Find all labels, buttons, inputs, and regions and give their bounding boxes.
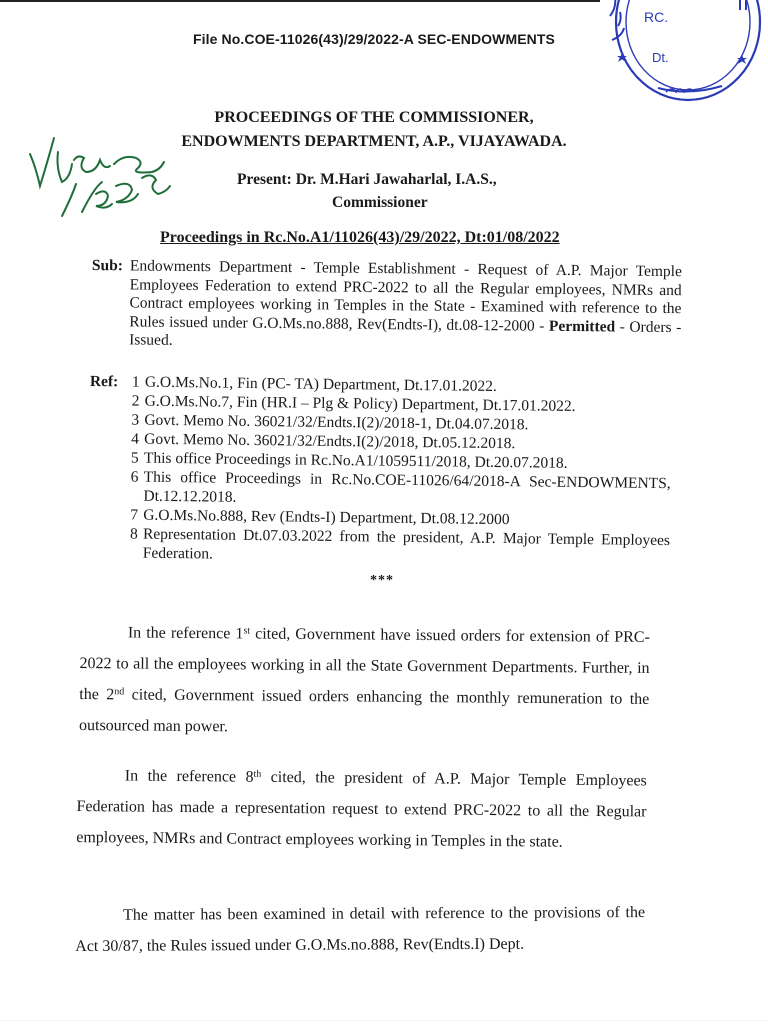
body-paragraph-3: The matter has been examined in detail with reference to the provisions of the Act 30/87, the Rules issued under G.O.Ms.no.888, Rev(Endts.I) Dept.	[75, 904, 646, 955]
title-line-1: PROCEEDINGS OF THE COMMISSIONER,	[214, 109, 534, 126]
subject-label: Sub:	[91, 257, 124, 275]
stamp-dt-label: Dt.	[652, 50, 669, 65]
reference-item: 1 G.O.Ms.No.1, Fin (PC- TA) Department, Dt.17.01.2022.	[131, 373, 497, 395]
reference-item: 8 Representation Dt.07.03.2022 from the president, A.P. Major Temple Employees Federation.	[129, 525, 671, 563]
subject-text: Endowments Department - Temple Establishment - Request of A.P. Major Temple Employees Federation to extend PRC-2022 to all the Regular employees, NMRs and Contract employees working in Temples in the State - Examined with reference to the Rules issued under G.O.Ms.no.888, Rev(Endts-I), dt.08-12-2000 - Permitted - Orders - Issued.	[129, 257, 682, 349]
top-rule	[0, 0, 600, 2]
office-stamp	[596, 0, 762, 112]
references-block	[89, 372, 690, 563]
references-label: Ref:	[89, 372, 119, 391]
reference-item: 5 This office Proceedings in Rc.No.A1/1059511/2018, Dt.20.07.2018.	[130, 449, 568, 472]
section-separator: ***	[370, 573, 394, 588]
reference-item: 4 Govt. Memo No. 36021/32/Endts.I(2)/2018, Dt.05.12.2018.	[131, 430, 516, 453]
present-label: Present:	[237, 171, 292, 188]
file-number: File No.COE-11026(43)/29/2022-A SEC-ENDOWMENTS	[193, 31, 555, 47]
designation: Commissioner	[332, 194, 428, 211]
subject-permitted: Permitted	[548, 317, 616, 335]
reference-item: 2 G.O.Ms.No.7, Fin (HR.I – Plg & Policy) Department, Dt.17.01.2022.	[131, 392, 576, 415]
reference-item: 3 Govt. Memo No. 36021/32/Endts.I(2)/2018-1, Dt.04.07.2018.	[131, 411, 529, 434]
stamp-rc-label: RC.	[644, 9, 669, 25]
proceedings-reference: Proceedings in Rc.No.A1/11026(43)/29/2022, Dt:01/08/2022	[160, 229, 560, 246]
reference-item: 7 G.O.Ms.No.888, Rev (Endts-I) Department, Dt.08.12.2000	[130, 506, 510, 529]
body-paragraph-2: In the reference 8th cited, the president of A.P. Major Temple Employees Federation has made a representation request to extend PRC-2022 to all the Regular employees, NMRs and Contract employees working in Temples in the state.	[76, 767, 647, 851]
present-name: Dr. M.Hari Jawaharlal, I.A.S.,	[295, 171, 497, 188]
reference-item: 6 This office Proceedings in Rc.No.COE-11026/64/2018-A Sec-ENDOWMENTS, Dt.12.12.2018.	[130, 468, 671, 506]
references-list	[130, 373, 672, 570]
subject-block	[91, 257, 682, 349]
title-line-2: ENDOWMENTS DEPARTMENT, A.P., VIJAYAWADA.	[181, 133, 567, 150]
present-line	[237, 171, 497, 189]
page-edge	[0, 1020, 768, 1021]
body-paragraph-1: In the reference 1st cited, Government have issued orders for extension of PRC-2022 to all the employees working in all the State Government Departments. Further, in the 2nd cited, Government issued orders enhancing the monthly remuneration to the outsourced man power.	[78, 624, 650, 736]
